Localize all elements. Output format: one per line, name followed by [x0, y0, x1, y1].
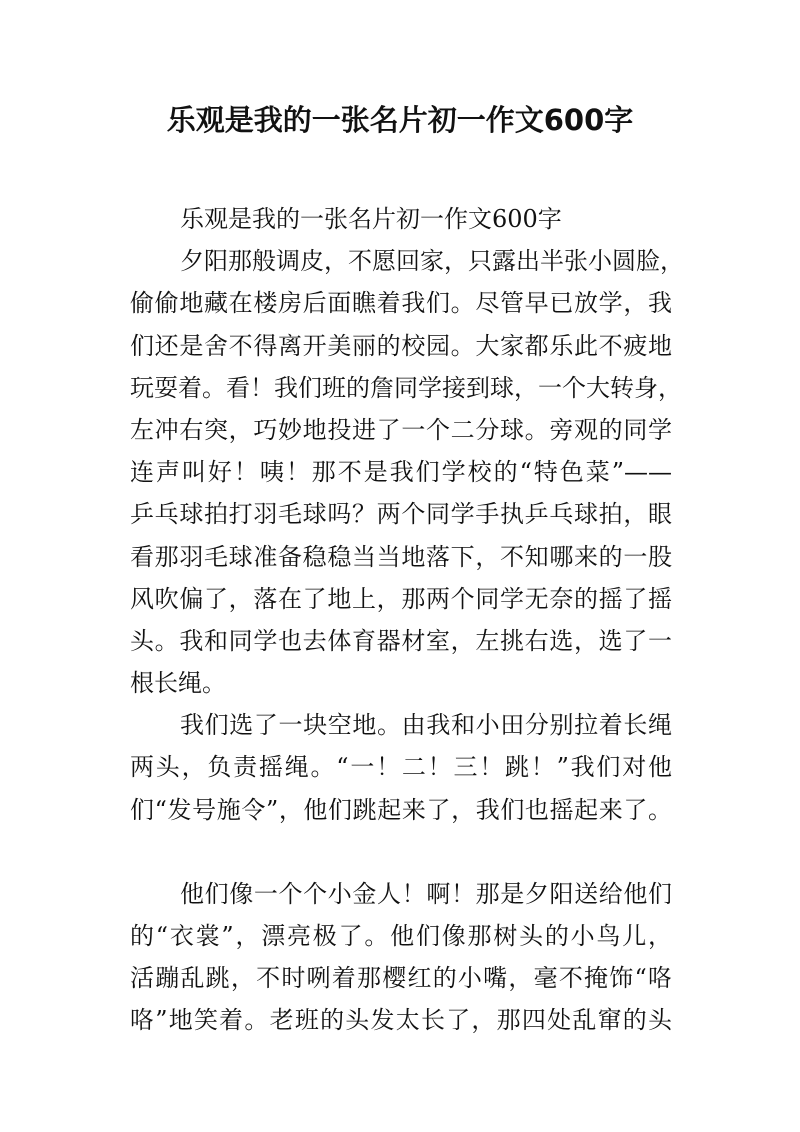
- text-line: 们“发号施令”，他们跳起来了，我们也摇起来了。: [130, 795, 672, 824]
- text-line: 活蹦乱跳，不时咧着那樱红的小嘴，毫不掩饰“咯: [130, 964, 672, 993]
- text-line: 玩耍着。看！我们班的詹同学接到球，一个大转身，: [130, 373, 682, 402]
- text-line: 乒乓球拍打羽毛球吗？两个同学手执乒乓球拍，眼: [130, 500, 672, 529]
- blank-line: [130, 831, 672, 873]
- text-line: 风吹偏了，落在了地上，那两个同学无奈的摇了摇: [130, 584, 672, 613]
- subtitle-line: 乐观是我的一张名片初一作文600字: [180, 205, 562, 233]
- document-title: 乐观是我的一张名片初一作文600字: [166, 103, 634, 137]
- document-body: [130, 198, 684, 1042]
- text-line: 的“衣裳”，漂亮极了。他们像那树头的小鸟儿，: [130, 922, 672, 950]
- text-line: 连声叫好！咦！那不是我们学校的“特色菜”——: [130, 458, 672, 487]
- text-line: 左冲右突，巧妙地投进了一个二分球。旁观的同学: [130, 415, 672, 444]
- text-line: 夕阳那般调皮，不愿回家，只露出半张小圆脸，: [180, 247, 684, 276]
- text-line: 们还是舍不得离开美丽的校园。大家都乐此不疲地: [130, 331, 672, 360]
- text-line: 咯”地笑着。老班的头发太长了，那四处乱窜的头: [130, 1006, 672, 1035]
- text-line: 偷偷地藏在楼房后面瞧着我们。尽管早已放学，我: [130, 289, 672, 318]
- text-line: 他们像一个个小金人！啊！那是夕阳送给他们: [180, 879, 672, 908]
- text-line: 我们选了一块空地。由我和小田分别拉着长绳: [180, 711, 672, 740]
- text-line: 根长绳。: [130, 669, 226, 698]
- text-line: 两头，负责摇绳。“一！二！三！跳！”我们对他: [130, 753, 672, 782]
- text-line: 看那羽毛球准备稳稳当当地落下，不知哪来的一股: [130, 542, 672, 571]
- text-line: 头。我和同学也去体育器材室，左挑右选，选了一: [130, 626, 672, 655]
